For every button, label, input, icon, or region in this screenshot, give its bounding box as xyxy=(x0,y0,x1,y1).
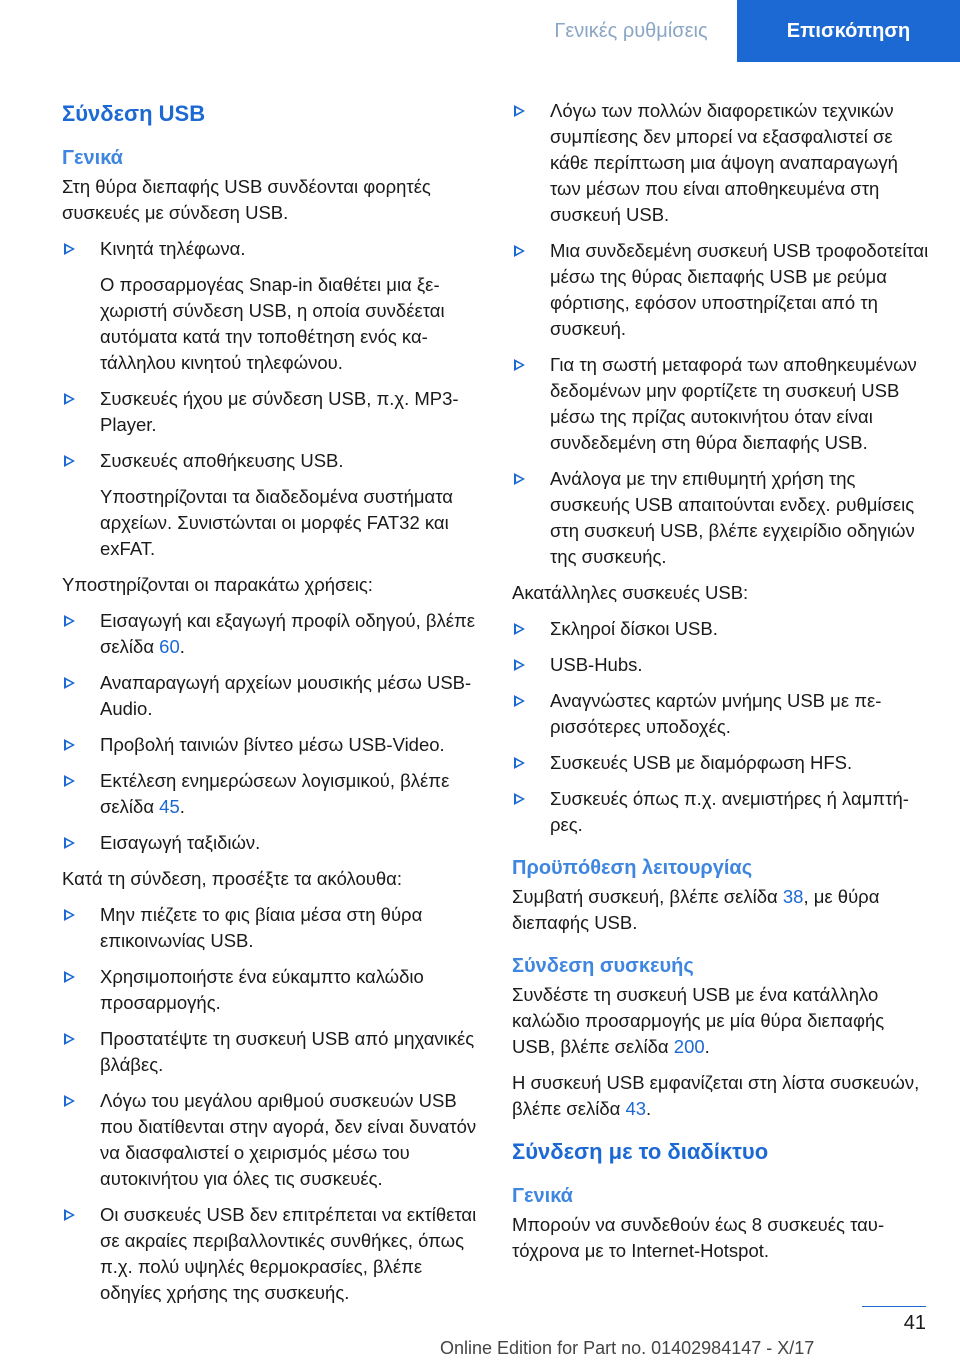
list-item xyxy=(62,1202,484,1306)
bullet-arrow-icon xyxy=(514,473,525,485)
bullet-arrow-icon xyxy=(64,615,75,627)
list-item xyxy=(512,786,930,838)
list-item-detail: Υποστηρίζονται τα διαδεδομένα συστήματα αρχείων. Συνιστώνται οι μορφές FAT32 και exFAT. xyxy=(100,486,453,559)
list-item-text: Συσκευές ήχου με σύνδεση USB, π.χ. MP3-Player. xyxy=(100,388,459,435)
list-item-detail: Ο προσαρμογέας Snap-in διαθέτει μια ξεχωριστή σύνδεση USB, η οποία συνδέεται αυτόματα κατά την τοποθέτηση ενός κατάλληλου κινητού τηλεφώνου. xyxy=(100,274,445,373)
list-item xyxy=(62,830,484,856)
list-item-text: Λόγω των πολλών διαφορετικών τεχνικών συμπίεσης δεν μπορεί να εξασφαλιστεί σε κάθε περίπτωση μια άψογη αναπαραγωγή των μέσων που είναι αποθηκευμένα στη συσκευή USB. xyxy=(550,100,898,225)
heading-prerequisite: Προϋπόθεση λειτουργίας xyxy=(512,857,753,879)
paragraph-text: Η συσκευή USB εμφανίζεται στη λίστα συσκευών, βλέπε σελίδα xyxy=(512,1072,920,1119)
bullet-arrow-icon xyxy=(514,659,525,671)
list-item-text: Σκληροί δίσκοι USB. xyxy=(550,618,718,639)
bullet-arrow-icon xyxy=(514,105,525,117)
paragraph-unsuitable-devices: Ακατάλληλες συσκευές USB: xyxy=(512,582,749,603)
list-item-text: USB-Hubs. xyxy=(550,654,643,675)
list-item-text: Συσκευές USB με διαμόρφωση HFS. xyxy=(550,752,853,773)
page-link[interactable]: 200 xyxy=(673,1036,705,1057)
paragraph-text: . xyxy=(704,1036,710,1057)
list-item xyxy=(62,1026,484,1078)
paragraph-connect xyxy=(512,982,930,1060)
paragraph-prerequisite xyxy=(512,884,930,936)
edition-footer: Online Edition for Part no. 01402984147 - X/17 xyxy=(440,1338,815,1358)
list-item xyxy=(62,670,484,722)
list-item-text: Ανάλογα με την επιθυμητή χρήση της συσκευής USB απαιτούνται ενδεχ. ρυθμίσεις στη συσκευή USB, βλέπε εγχειρίδιο οδηγιών της συσκευής. xyxy=(550,468,915,567)
page-link[interactable]: 60 xyxy=(159,636,180,657)
list-item-mobile-phones xyxy=(62,236,484,262)
heading-general: Γενικά xyxy=(512,1185,573,1207)
bullet-arrow-icon xyxy=(514,623,525,635)
list-item-text: Συσκευές όπως π.χ. ανεμιστήρες ή λαμπτήρες. xyxy=(550,788,909,835)
paragraph-text: , με θύρα διεπαφής USB. xyxy=(512,886,880,933)
bullet-arrow-icon xyxy=(64,739,75,751)
bullet-arrow-icon xyxy=(64,971,75,983)
list-item-text: Κινητά τηλέφωνα. xyxy=(100,238,246,259)
bullet-arrow-icon xyxy=(64,1095,75,1107)
list-item-text: Για τη σωστή μεταφορά των αποθηκευμένων δεδομένων μην φορτίζετε τη συσκευή USB μέσω της πρίζας αυτοκινήτου όταν είναι συνδεδεμένη στη θύρα διεπαφής USB. xyxy=(550,354,917,453)
paragraph-text: Συμβατή συσκευή, βλέπε σελίδα xyxy=(512,886,783,907)
bullet-arrow-icon xyxy=(514,359,525,371)
paragraph-text: Συνδέστε τη συσκευή USB με ένα κατάλληλο καλώδιο προσαρμογής με μία θύρα διεπαφής USB, βλέπε σελίδα xyxy=(512,984,885,1057)
heading-connect-device: Σύνδεση συσκευής xyxy=(512,955,694,977)
list-item xyxy=(512,750,930,776)
list-item-text: . xyxy=(179,636,185,657)
list-item-storage-devices xyxy=(62,448,484,474)
page-link[interactable]: 43 xyxy=(625,1098,647,1119)
bullet-arrow-icon xyxy=(64,1209,75,1221)
page-number: 41 xyxy=(903,1312,926,1334)
heading-internet-connection: Σύνδεση με το διαδίκτυο xyxy=(512,1139,769,1164)
list-item xyxy=(512,238,930,342)
bullet-arrow-icon xyxy=(514,695,525,707)
list-item-text: Προστατέψτε τη συσκευή USB από μηχανικές βλάβες. xyxy=(100,1028,475,1075)
list-item xyxy=(62,902,484,954)
list-item-text: Χρησιμοποιήστε ένα εύκαμπτο καλώδιο προσαρμογής. xyxy=(100,966,424,1013)
page-link[interactable]: 38 xyxy=(782,886,804,907)
list-item-text: Εισαγωγή ταξιδιών. xyxy=(100,832,261,853)
bullet-arrow-icon xyxy=(514,245,525,257)
bullet-arrow-icon xyxy=(64,393,75,405)
tab-overview[interactable]: Επισκόπηση xyxy=(737,0,960,62)
paragraph-connection-notes: Κατά τη σύνδεση, προσέξτε τα ακόλουθα: xyxy=(62,868,403,889)
paragraph-device-list xyxy=(512,1070,930,1122)
list-item xyxy=(512,466,930,570)
list-item-text: Αναγνώστες καρτών μνήμης USB με περισσότερες υποδοχές. xyxy=(550,690,882,737)
list-item xyxy=(512,688,930,740)
bullet-arrow-icon xyxy=(64,1033,75,1045)
list-item-text: Προβολή ταινιών βίντεο μέσω USB-Video. xyxy=(100,734,445,755)
heading-usb-connection: Σύνδεση USB xyxy=(62,101,206,126)
bullet-arrow-icon xyxy=(64,837,75,849)
page-header xyxy=(0,0,960,62)
list-item-text: Μην πιέζετε το φις βίαια μέσα στη θύρα επικοινωνίας USB. xyxy=(100,904,423,951)
list-item xyxy=(62,732,484,758)
list-item xyxy=(62,768,484,820)
list-item-text: Μια συνδεδεμένη συσκευή USB τροφοδοτείται μέσω της θύρας διεπαφής USB με ρεύμα φόρτισης, εφόσον υποστηρίζεται από τη συσκευή. xyxy=(550,240,929,339)
heading-general: Γενικά xyxy=(62,147,123,169)
bullet-arrow-icon xyxy=(64,243,75,255)
bullet-arrow-icon xyxy=(64,677,75,689)
list-item xyxy=(62,964,484,1016)
bullet-arrow-icon xyxy=(64,909,75,921)
list-item xyxy=(62,1088,484,1192)
list-item xyxy=(512,616,930,642)
paragraph-intro: Στη θύρα διεπαφής USB συνδέονται φορητές συσκευές με σύνδεση USB. xyxy=(62,176,431,223)
list-item-text: Συσκευές αποθήκευσης USB. xyxy=(100,450,344,471)
footer-divider xyxy=(862,1306,926,1307)
list-item-text: Εκτέλεση ενημερώσεων λογισμικού, βλέπε σελίδα xyxy=(100,770,450,817)
page-link[interactable]: 45 xyxy=(159,796,180,817)
list-item-audio-devices xyxy=(62,386,484,438)
bullet-arrow-icon xyxy=(64,775,75,787)
list-item xyxy=(62,608,484,660)
list-item xyxy=(512,98,930,228)
left-column xyxy=(62,98,484,1316)
list-item-text: Αναπαραγωγή αρχείων μουσικής μέσω USB-Audio. xyxy=(100,672,472,719)
list-item-text: . xyxy=(179,796,185,817)
tab-general-settings[interactable]: Γενικές ρυθμίσεις xyxy=(554,19,708,42)
list-item-text: Εισαγωγή και εξαγωγή προφίλ οδηγού, βλέπε σελίδα xyxy=(100,610,476,657)
list-item xyxy=(512,352,930,456)
list-item xyxy=(512,652,930,678)
right-column xyxy=(512,98,930,1274)
paragraph-text: . xyxy=(646,1098,652,1119)
bullet-arrow-icon xyxy=(514,793,525,805)
list-item-text: Λόγω του μεγάλου αριθμού συσκευών USB που διατίθενται στην αγορά, δεν είναι δυνατόν να διασφαλιστεί ο χειρισμός μέσω του αυτοκινήτου για όλες τις συσκευές. xyxy=(100,1090,477,1189)
paragraph-supported-uses: Υποστηρίζονται οι παρακάτω χρήσεις: xyxy=(62,574,373,595)
paragraph-internet: Μπορούν να συνδεθούν έως 8 συσκευές ταυτόχρονα με το Internet-Hotspot. xyxy=(512,1214,885,1261)
bullet-arrow-icon xyxy=(64,455,75,467)
bullet-arrow-icon xyxy=(514,757,525,769)
list-item-text: Οι συσκευές USB δεν επιτρέπεται να εκτίθεται σε ακραίες περιβαλλοντικές συνθήκες, όπως π.χ. πολύ υψηλές θερμοκρασίες, βλέπε οδηγίες χρήσης της συσκευής. xyxy=(100,1204,477,1303)
